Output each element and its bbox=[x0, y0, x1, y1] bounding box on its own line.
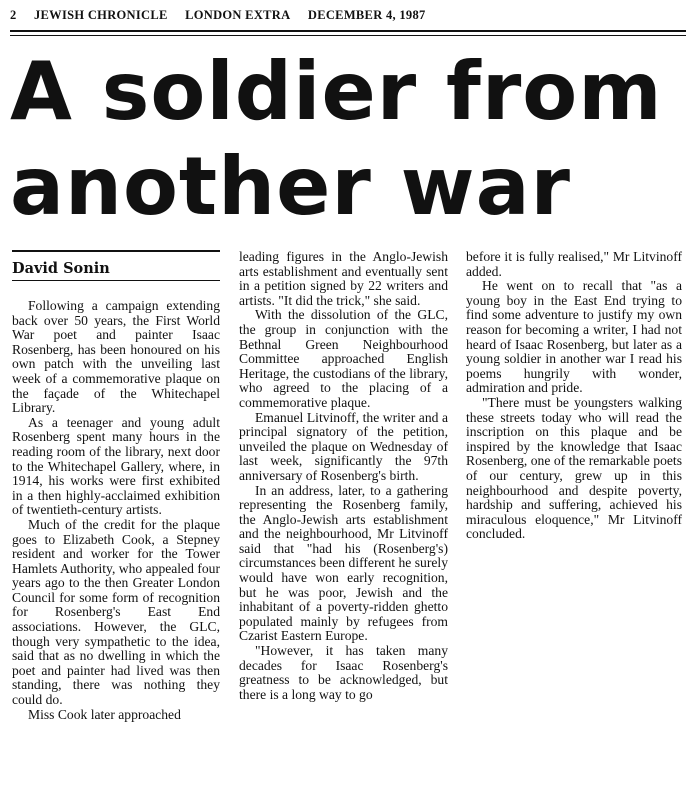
paragraph: In an address, later, to a gathering representing the Rosenberg family, the Anglo-Jewish arts establishment and the neighbourhood, Mr Litvinoff said that "had his (Rosenberg's) circumstances been different he surely would have won early recognition, but he was poor, Jewish and the inhabitant of a poverty-ridden ghetto populated mainly by refugees from Czarist Eastern Europe. bbox=[239, 482, 448, 644]
paragraph: "However, it has taken many decades for Isaac Rosenberg's greatness to be acknowledged, but there is a long way to go bbox=[239, 643, 448, 702]
masthead-rule-thin bbox=[10, 35, 686, 36]
paragraph: Miss Cook later approached bbox=[28, 706, 181, 722]
paragraph: Much of the credit for the plaque goes to Elizabeth Cook, a Stepney resident and worker for the Tower Hamlets Authority, who appealed four years ago to the then Greater London Council for some form of recognition for Rosenberg's East End associations. However, the GLC, though very sympathetic to the idea, said that as no dwelling in which the poet and painter had lived was then standing, there was nothing they could do. bbox=[12, 516, 220, 708]
edition-label: LONDON EXTRA bbox=[185, 8, 291, 22]
headline-line-1: A soldier from bbox=[10, 45, 663, 138]
masthead bbox=[10, 8, 686, 23]
article-column-1 bbox=[12, 250, 220, 722]
paragraph: leading figures in the Anglo-Jewish arts establishment and eventually sent in a petition signed by 22 writers and artists. "It did the trick," she said. bbox=[239, 249, 448, 308]
paragraph: before it is fully realised," Mr Litvinoff added. bbox=[466, 249, 682, 279]
byline: David Sonin bbox=[12, 250, 220, 281]
paragraph: As a teenager and young adult Rosenberg spent many hours in the reading room of the library, next door to the Whitechapel Gallery, where, in 1914, his works were first exhibited in a then highly-acclaimed exhibition of twentieth-century artists. bbox=[12, 414, 220, 518]
article-column-3 bbox=[466, 250, 682, 542]
headline-line-2: another war bbox=[10, 140, 571, 233]
paragraph: He went on to recall that "as a young boy in the East End trying to find some adventure to justify my own reason for becoming a writer, I had not heard of Isaac Rosenberg, but later as a young soldier in another war I read his poems hungrily with wonder, admiration and pride. bbox=[466, 278, 682, 396]
masthead-rule-thick bbox=[10, 30, 686, 32]
article-column-2 bbox=[239, 250, 448, 702]
page-number: 2 bbox=[10, 8, 17, 22]
paragraph: Emanuel Litvinoff, the writer and a principal signatory of the petition, unveiled the plaque on Wednesday of last week, significantly the 97th anniversary of Rosenberg's birth. bbox=[239, 409, 448, 483]
headline bbox=[10, 44, 686, 234]
paragraph: With the dissolution of the GLC, the group in conjunction with the Bethnal Green Neighbourhood Committee approached English Heritage, the custodians of the library, who agreed to the placing of a commemorative plaque. bbox=[239, 307, 448, 410]
issue-date: DECEMBER 4, 1987 bbox=[307, 8, 426, 22]
paragraph: "There must be youngsters walking these streets today who will read the inscription on this plaque and be inspired by the knowledge that Isaac Rosenberg, one of the remarkable poets of our century, grew up in this neighbourhood and despite poverty, hardship and suffering, achieved his miraculous eloquence," Mr Litvinoff concluded. bbox=[466, 394, 682, 542]
paragraph: Following a campaign extending back over 50 years, the First World War poet and painter Isaac Rosenberg, has been honoured on his own patch with the unveiling last week of a commemorative plaque on the façade of the Whitechapel Library. bbox=[12, 298, 220, 416]
newspaper-name: JEWISH CHRONICLE bbox=[34, 8, 168, 22]
